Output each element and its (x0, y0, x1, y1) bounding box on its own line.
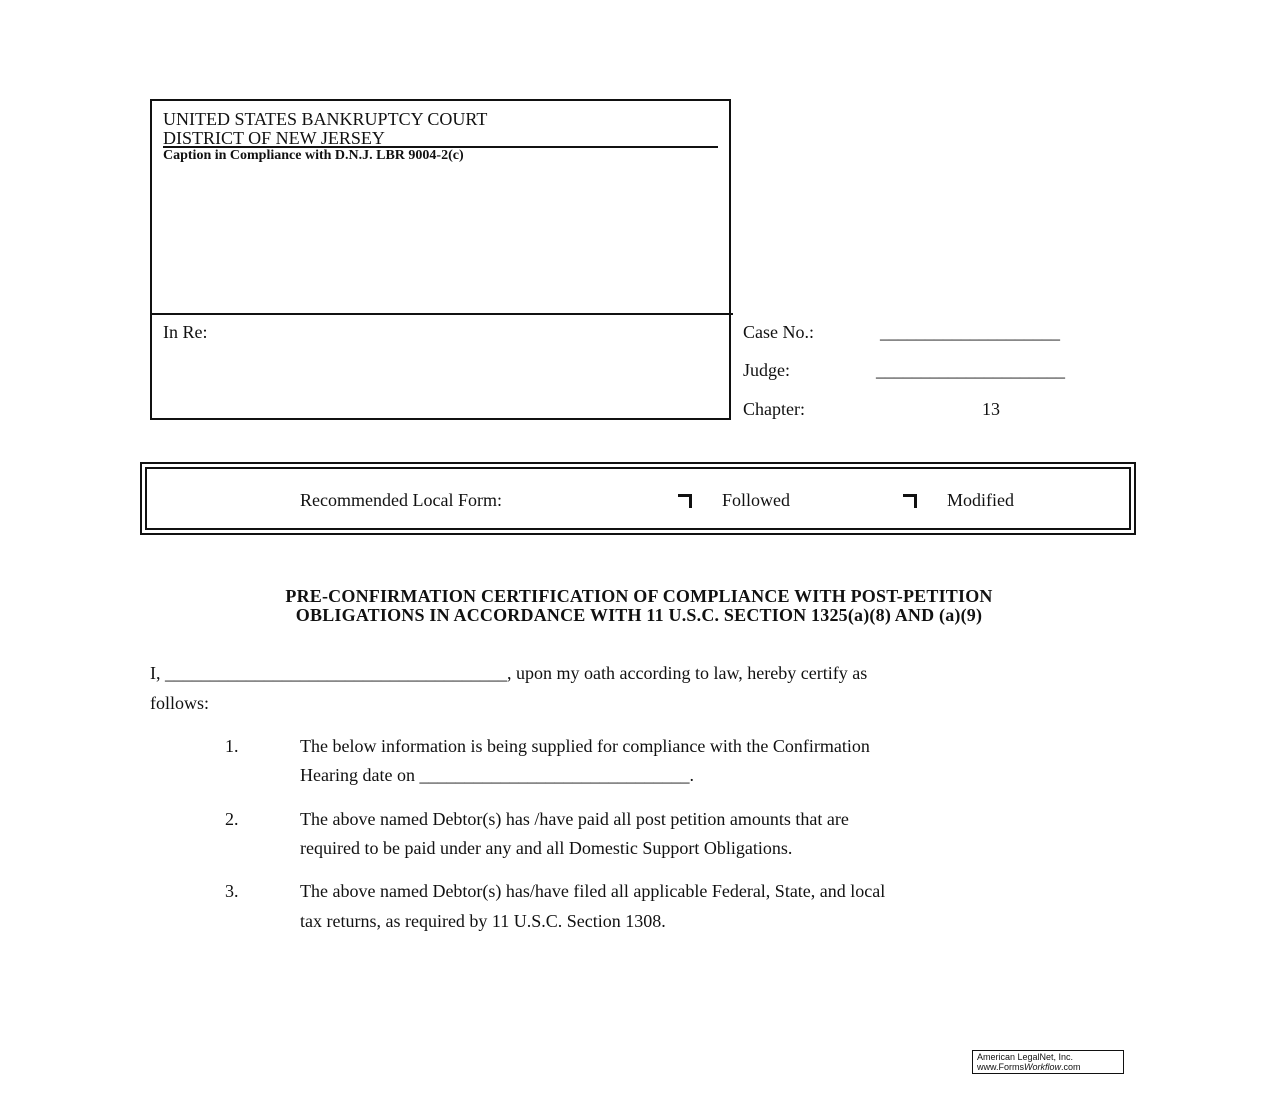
footer-url-suffix: .com (1061, 1062, 1081, 1072)
case-no-label: Case No.: (743, 322, 814, 342)
oath-suffix: , upon my oath according to law, hereby certify as (507, 663, 868, 683)
item-number: 2. (225, 809, 239, 829)
court-district: DISTRICT OF NEW JERSEY (163, 128, 385, 148)
modified-label: Modified (947, 490, 1014, 510)
court-name: UNITED STATES BANKRUPTCY COURT (163, 109, 488, 129)
followed-checkbox[interactable] (678, 494, 692, 508)
in-re-label: In Re: (163, 322, 208, 342)
item-text-line2: required to be paid under any and all Domestic Support Obligations. (300, 838, 793, 858)
chapter-label: Chapter: (743, 399, 805, 419)
certifier-name-field[interactable]: ______________________________________ (165, 663, 507, 683)
judge-field[interactable]: _____________________ (876, 360, 1065, 380)
item-text-line1: The above named Debtor(s) has/have filed all applicable Federal, State, and local (300, 881, 886, 901)
oath-line2: follows: (150, 693, 210, 713)
followed-label: Followed (722, 490, 791, 510)
document-title-line2: OBLIGATIONS IN ACCORDANCE WITH 11 U.S.C. SECTION 1325(a)(8) AND (a)(9) (295, 605, 983, 625)
lbr-caption-note: Caption in Compliance with D.N.J. LBR 9004-2(c) (163, 148, 464, 163)
oath-prefix: I, (150, 663, 161, 683)
item-text-line2: tax returns, as required by 11 U.S.C. Section 1308. (300, 911, 666, 931)
item-text-line1: The above named Debtor(s) has /have paid all post petition amounts that are (300, 809, 849, 829)
item-number: 3. (225, 881, 239, 901)
footer-company: American LegalNet, Inc. (977, 1052, 1074, 1062)
footer-url-prefix: www.Forms (977, 1062, 1024, 1072)
oath-line1 (150, 663, 867, 684)
footer-publisher-logo (972, 1050, 1124, 1074)
caption-divider (150, 313, 733, 315)
local-form-label: Recommended Local Form: (300, 490, 502, 510)
chapter-value: 13 (982, 399, 1000, 419)
item-text-line1: The below information is being supplied for compliance with the Confirmation (300, 736, 870, 756)
footer-url-italic: Workflow (1024, 1062, 1062, 1072)
footer-url (977, 1062, 1123, 1072)
item-number: 1. (225, 736, 239, 756)
judge-label: Judge: (743, 360, 790, 380)
document-title-line1: PRE-CONFIRMATION CERTIFICATION OF COMPLIANCE WITH POST-PETITION (285, 586, 993, 606)
modified-checkbox[interactable] (903, 494, 917, 508)
case-no-field[interactable]: ____________________ (880, 322, 1060, 342)
item-text-line2: Hearing date on ______________________________. (300, 765, 694, 785)
